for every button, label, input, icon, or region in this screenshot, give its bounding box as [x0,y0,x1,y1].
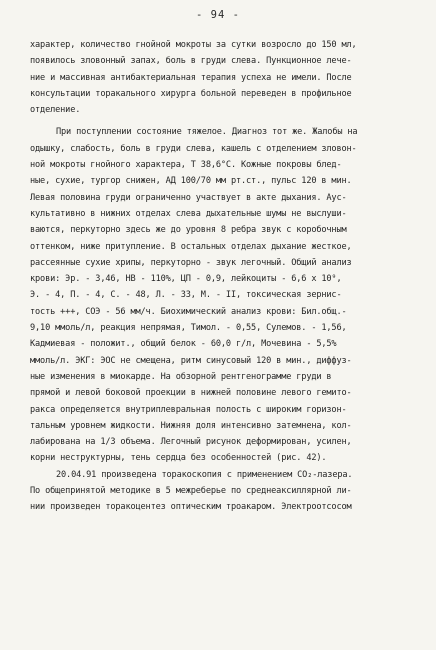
text-line: Э. - 4, П. - 4, С. - 48, Л. - 33, М. - II, токсическая зернис- [30,290,342,301]
page-number: - 94 - [196,9,240,21]
text-line: крови: Эр. - 3,46, НВ - 110%, ЦП - 0,9, лейкоциты - 6,6 х 10⁹, [30,274,342,285]
text-line: ние и массивная антибактериальная терапия успеха не имели. После [30,72,352,83]
text-line: ные, сухие, тургор снижен, АД 100/70 мм рт.ст., пульс 120 в мин. [30,176,352,187]
text-line: тость +++, СОЭ - 56 мм/ч. Биохимический анализ крови: Бил.общ.- [30,306,347,317]
text-line: отделение. [30,105,81,116]
text-line: Кадмиевая - положит., общий белок - 60,0 г/л, Мочевина - 5,5% [30,339,337,350]
text-line: Левая половина груди ограниченно участвует в акте дыхания. Аус- [30,192,347,203]
text-line: рассеянные сухие хрипы, перкуторно - звук легочный. Общий анализ [30,257,352,268]
text-line: При поступлении состояние тяжелое. Диагноз тот же. Жалобы на [56,127,358,138]
text-line: нии произведен торакоцентез оптическим троакаром. Электроотсосом [30,502,352,513]
text-line: лабирована на 1/3 объема. Легочный рисунок деформирован, усилен, [30,437,352,448]
text-line: появилось зловонный запах, боль в груди слева. Пункционное лече- [30,56,352,67]
text-line: ные изменения в миокарде. На обзорной рентгенограмме груди в [30,371,332,382]
text-line: 20.04.91 произведена торакоскопия с применением СО₂-лазера. [56,469,353,480]
text-line: ммоль/л. ЭКГ: ЭОС не смещена, ритм синусовый 120 в мин., диффуз- [30,355,352,366]
text-line: ракса определяется внутриплевральная полость с широким горизон- [30,404,347,415]
text-line: 9,10 ммоль/л, реакция непрямая, Тимол. - 0,55, Сулемов. - 1,56, [30,323,347,334]
text-line: оттенком, ниже притупление. В остальных отделах дыхание жесткое, [30,241,352,252]
body-text [30,37,420,516]
text-line: прямой и левой боковой проекции в нижней половине левого гемито- [30,388,352,399]
text-line: характер, количество гнойной мокроты за сутки возросло до 150 мл, [30,40,357,50]
text-line: ной мокроты гнойного характера, Т 38,6°С. Кожные покровы блед- [30,160,342,171]
text-line: одышку, слабость, боль в груди слева, кашель с отделением зловон- [30,143,357,154]
text-line: ваются, перкуторно здесь же до уровня 8 ребра звук с коробочным [30,225,347,236]
text-line: По общепринятой методике в 5 межреберье по среднеаксиллярной ли- [30,486,352,497]
text-line: культативно в нижних отделах слева дыхательные шумы не выслуши- [30,208,347,219]
text-line: консультации торакального хирурга больной переведен в профильное [30,88,352,99]
text-line: корни неструктурны, тень сердца без особенностей (рис. 42). [30,453,327,464]
text-line: тальным уровнем жидкости. Нижняя доля интенсивно затемнена, кол- [30,420,352,431]
